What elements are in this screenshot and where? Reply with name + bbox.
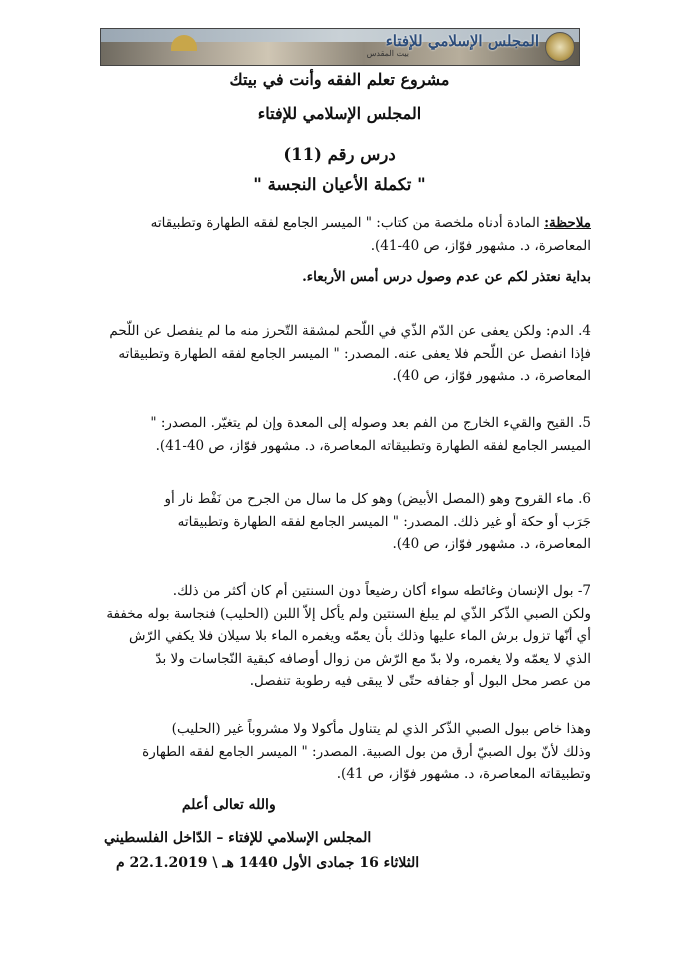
note-text: المادة أدناه ملخصة من كتاب: " الميسر الجامع لفقه الطهارة وتطبيقاته bbox=[150, 215, 545, 231]
council-logo-icon bbox=[545, 32, 575, 62]
note-paragraph bbox=[87, 212, 591, 257]
paragraph-line: الميسر الجامع لفقه الطهارة وتطبيقاته المعاصرة، د. مشهور فوّاز، ص 40-41). bbox=[155, 437, 591, 454]
banner-subtitle: بيت المقدس bbox=[366, 49, 409, 58]
paragraph-line: وتطبيقاته المعاصرة، د. مشهور فوّاز، ص 41). bbox=[336, 766, 591, 782]
project-title: مشروع تعلم الفقه وأنت في بيتك bbox=[229, 70, 450, 89]
paragraph-line: من عصر محل البول أو جفافه حتّى لا يبقى فيه رطوبة تنفصل. bbox=[249, 673, 591, 689]
paragraph-line: وذلك لأنّ بول الصبيّ أرق من بول الصبية. المصدر: " الميسر الجامع لفقه الطهارة bbox=[142, 743, 591, 760]
paragraph-line: 7- بول الإنسان وغائطه سواء أكان رضيعاً دون السنتين أم كان أكثر من ذلك. bbox=[172, 583, 591, 599]
paragraph-line: ولكن الصبي الذّكر الذّي لم يبلغ السنتين ولم يأكل إلاّ اللبن (الحليب) فنجاسة بوله مخففة bbox=[106, 605, 591, 622]
apology-line: بداية نعتذر لكم عن عدم وصول درس أمس الأربعاء. bbox=[302, 269, 591, 285]
item-7-paragraph bbox=[87, 580, 591, 693]
item-4-paragraph bbox=[87, 320, 591, 388]
item-5-paragraph bbox=[87, 412, 591, 457]
paragraph-line: وهذا خاص ببول الصبي الذّكر الذي لم يتناول مأكولا ولا مشروباً غير (الحليب) bbox=[171, 721, 591, 737]
header-banner bbox=[100, 28, 580, 66]
item-6-paragraph bbox=[87, 488, 591, 556]
paragraph-line: المعاصرة، د. مشهور فوّاز، ص 40). bbox=[392, 368, 591, 384]
paragraph-line: المعاصرة، د. مشهور فوّاز، ص 40). bbox=[392, 536, 591, 552]
note-label: ملاحظة: bbox=[544, 215, 591, 231]
date-line: الثلاثاء 16 جمادى الأول 1440 هـ \ 22.1.2019 م bbox=[116, 855, 420, 871]
paragraph-line: 4. الدم: ولكن يعفى عن الدّم الذّي في اللّحم لمشقة التّحرز منه ما لم ينفصل عن اللّحم bbox=[109, 323, 591, 339]
paragraph-line: الذي لا يعمّه ولا يغمره، ولا بدّ مع الرّش من زوال أوصافه كبقية النّجاسات ولا بدّ bbox=[155, 650, 591, 667]
lesson-title: " تكملة الأعيان النجسة " bbox=[253, 175, 426, 194]
paragraph-line: 5. القيح والقيء الخارج من الفم بعد وصوله إلى المعدة وإن لم يتغيّر. المصدر: " bbox=[150, 415, 591, 431]
council-title: المجلس الإسلامي للإفتاء bbox=[257, 104, 422, 123]
paragraph-line: 6. ماء القروح وهو (المصل الأبيض) وهو كل ما سال من الجرح من نَفْط نار أو bbox=[164, 491, 591, 507]
banner-title: المجلس الإسلامي للإفتاء bbox=[385, 32, 539, 50]
lesson-number: درس رقم (11) bbox=[283, 145, 396, 164]
apology-paragraph bbox=[87, 266, 591, 289]
signature-line: المجلس الإسلامي للإفتاء – الدّاخل الفلسطيني bbox=[104, 830, 372, 846]
paragraph-line: جَرَب أو حكة أو غير ذلك. المصدر: " الميسر الجامع لفقه الطهارة وتطبيقاته bbox=[177, 513, 591, 530]
note-line bbox=[87, 212, 591, 235]
paragraph-line: أي أنّها تزول برش الماء عليها وذلك بأن يعمّه ويغمره الماء بلا سيلان فلا يكفي الرّش bbox=[129, 628, 591, 644]
closing-phrase: والله تعالى أعلم bbox=[181, 797, 276, 813]
item-7-note-paragraph bbox=[87, 718, 591, 786]
note-line: المعاصرة، د. مشهور فوّاز، ص 40-41). bbox=[370, 237, 591, 254]
paragraph-line: فإذا انفصل عن اللّحم فلا يعفى عنه. المصدر: " الميسر الجامع لفقه الطهارة وتطبيقاته bbox=[118, 345, 591, 362]
